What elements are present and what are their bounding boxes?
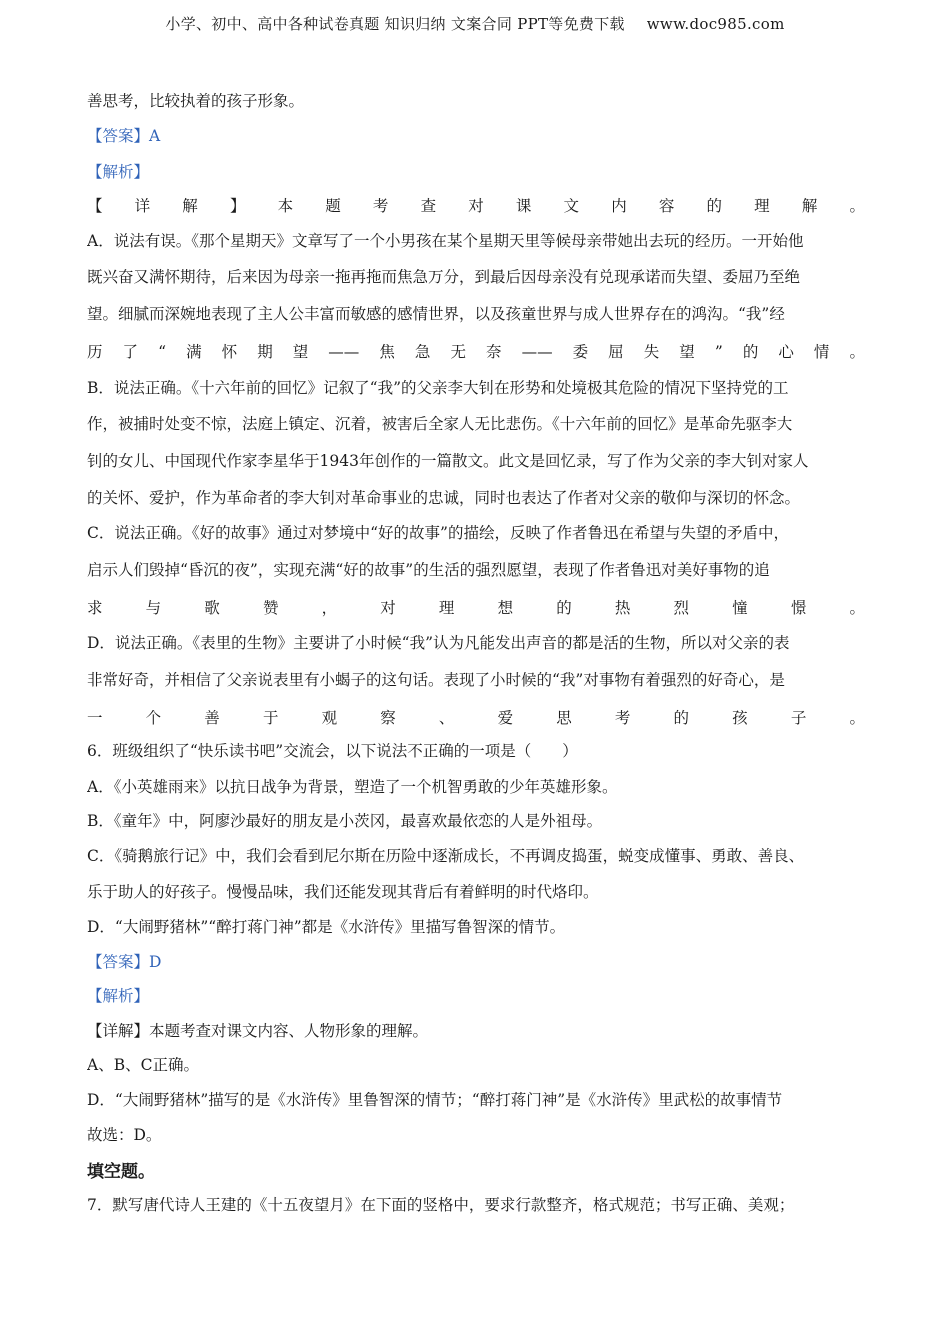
section-heading: 填空题。 [87, 1162, 155, 1182]
text-line: 望。细腻而深婉地表现了主人公丰富而敏感的感情世界，以及孩童世界与成人世界存在的鸿沟。“我”经 [87, 305, 785, 323]
option-d: D．“大闹野猪林”“醉打蒋门神”都是《水浒传》里描写鲁智深的情节。 [87, 918, 566, 936]
header-text: 小学、初中、高中各种试卷真题 知识归纳 文案合同 PPT等免费下载 [165, 15, 625, 33]
text-line: 善思考，比较执着的孩子形象。 [87, 92, 305, 110]
text-line: 钊的女儿、中国现代作家李星华于1943年创作的一篇散文。此文是回忆录，写了作为父亲的李大钊对家人 [87, 452, 809, 470]
text-line: 故选：D。 [87, 1126, 162, 1144]
option-a: A．《小英雄雨来》以抗日战争为背景，塑造了一个机智勇敢的少年英雄形象。 [87, 778, 618, 796]
text-line: 历了“满怀期望——焦急无奈——委屈失望”的心情。 [87, 343, 865, 361]
analysis-tag: 【解析】 [87, 163, 150, 181]
text-line: 【详解】本题考查对课文内容的理解。 [87, 197, 865, 215]
text-line: D．说法正确。《表里的生物》主要讲了小时候“我”认为凡能发出声音的都是活的生物，所以对父亲的表 [87, 634, 790, 652]
text-line: 的关怀、爱护，作为革命者的李大钊对革命事业的忠诚，同时也表达了作者对父亲的敬仰与深切的怀念。 [87, 489, 801, 507]
text-line: A、B、C正确。 [87, 1056, 199, 1074]
option-c: C．《骑鹅旅行记》中，我们会看到尼尔斯在历险中逐渐成长，不再调皮捣蛋，蜕变成懂事、勇敢、善良、 [87, 847, 805, 865]
text-line: 启示人们毁掉“昏沉的夜”，实现充满“好的故事”的生活的强烈愿望，表现了作者鲁迅对美好事物的追 [87, 561, 770, 579]
text-line: 一个善于观察、爱思考的孩子。 [87, 709, 865, 727]
text-line: B．说法正确。《十六年前的回忆》记叙了“我”的父亲李大钊在形势和处境极其危险的情况下坚持党的工 [87, 379, 789, 397]
text-line: 非常好奇，并相信了父亲说表里有小蝎子的这句话。表现了小时候的“我”对事物有着强烈的好奇心，是 [87, 671, 785, 689]
header-site[interactable]: www.doc985.com [646, 15, 785, 33]
text-line: 求与歌赞，对理想的热烈憧憬。 [87, 599, 865, 617]
question-7: 7．默写唐代诗人王建的《十五夜望月》在下面的竖格中，要求行款整齐，格式规范；书写正确、美观； [87, 1196, 795, 1214]
text-line: C．说法正确。《好的故事》通过对梦境中“好的故事”的描绘，反映了作者鲁迅在希望与失望的矛盾中， [87, 524, 789, 542]
text-line: 既兴奋又满怀期待，后来因为母亲一拖再拖而焦急万分，到最后因母亲没有兑现承诺而失望、委屈乃至绝 [87, 268, 801, 286]
analysis-tag: 【解析】 [87, 987, 150, 1005]
question-6: 6．班级组织了“快乐读书吧”交流会，以下说法不正确的一项是（ ） [87, 742, 578, 760]
text-line: A．说法有误。《那个星期天》文章写了一个小男孩在某个星期天里等候母亲带她出去玩的经历。一开始他 [87, 232, 804, 250]
answer-tag: 【答案】A [87, 127, 161, 145]
page-header [0, 13, 950, 34]
answer-tag: 【答案】D [87, 953, 162, 971]
text-line: 作，被捕时处变不惊，法庭上镇定、沉着，被害后全家人无比悲伤。《十六年前的回忆》是革命先驱李大 [87, 415, 793, 433]
option-c-cont: 乐于助人的好孩子。慢慢品味，我们还能发现其背后有着鲜明的时代烙印。 [87, 883, 599, 901]
option-b: B．《童年》中，阿廖沙最好的朋友是小茨冈，最喜欢最依恋的人是外祖母。 [87, 812, 603, 830]
text-line: D．“大闹野猪林”描写的是《水浒传》里鲁智深的情节；“醉打蒋门神”是《水浒传》里武松的故事情节 [87, 1091, 783, 1109]
text-line: 【详解】本题考查对课文内容、人物形象的理解。 [87, 1022, 429, 1040]
